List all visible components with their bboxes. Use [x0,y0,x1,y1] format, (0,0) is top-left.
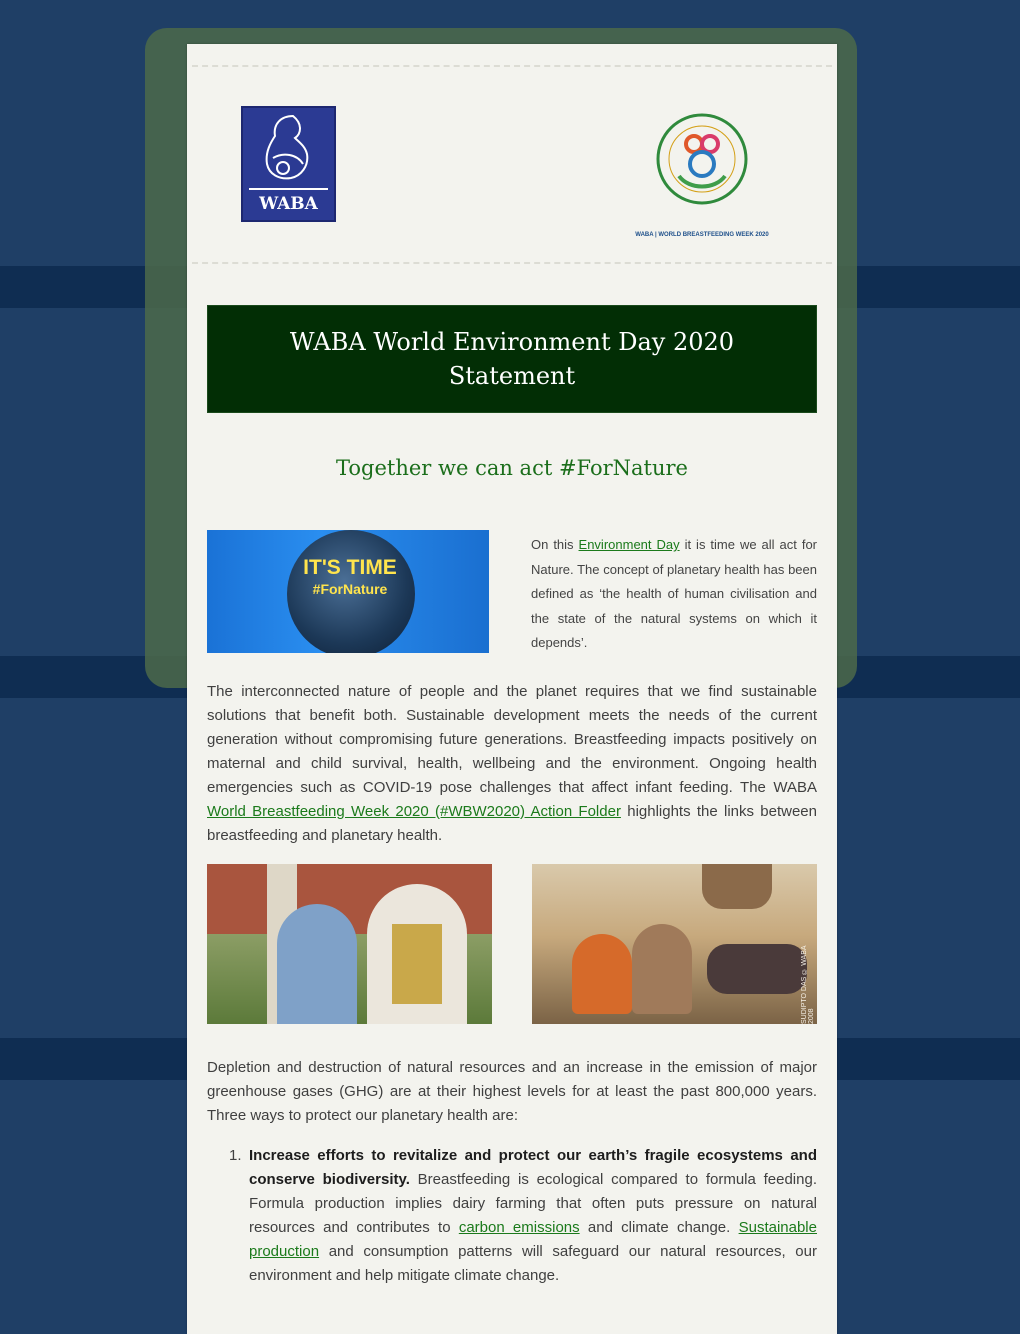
mother-child-icon [243,108,334,188]
action-folder-link[interactable]: World Breastfeeding Week 2020 (#WBW2020) Action Folder [207,803,621,820]
list-text: and climate change. [579,1219,739,1236]
paragraph-1 [207,680,817,848]
image-text-line2: #ForNature [312,581,388,597]
photo-shirt [392,924,442,1004]
photo-blanket [707,944,807,994]
its-time-fornature-image [207,530,489,653]
environment-day-link[interactable]: Environment Day [578,537,680,552]
subtitle: Together we can act #ForNature [336,456,688,480]
photo-mother [572,934,632,1014]
waba-logo[interactable] [241,106,336,222]
page-title: WABA World Environment Day 2020 Statement [289,328,735,390]
paragraph-2: Depletion and destruction of natural resources and an increase in the emission of major greenhouse gases (GHG) are at their highest levels for at least the past 800,000 years. Three ways to protect our planetary health are: [207,1059,817,1124]
carbon-emissions-link[interactable]: carbon emissions [458,1219,580,1236]
image-text-line1: IT'S TIME [303,556,397,579]
intro-text: On this [531,537,579,552]
photo-mother [277,904,357,1024]
photo-camel [702,864,772,909]
title-banner [207,305,817,413]
wbw-logo-caption: WABA | WORLD BREASTFEEDING WEEK 2020 [635,232,769,238]
newsletter-page [187,44,837,1334]
intro-text: it is time we all act for Nature. The concept of planetary health has been defined as ‘the health of human civilisation and the state of the natural systems on which it depends’. [531,537,818,650]
paragraph-text: highlights the links between breastfeeding and planetary health. [207,803,817,844]
desert-family-photo [532,864,817,1024]
wbw-emblem-icon [617,104,787,224]
list-item [229,1144,817,1288]
ways-list [229,1144,817,1288]
breastfeeding-photo [207,864,492,1024]
wbw-logo[interactable] [617,104,787,238]
list-text: and consumption patterns will safeguard our natural resources, our environment and help mitigate climate change. [249,1243,817,1284]
photo-man [632,924,692,1014]
divider [192,262,832,264]
waba-logo-text: WABA [259,194,318,214]
paragraph-text: The interconnected nature of people and the planet requires that we find sustainable solutions that benefit both. Sustainable development meets the needs of the current generation without compromising future generations. Breastfeeding impacts positively on maternal and child survival, health, wellbeing and the environment. Ongoing health emergencies such as COVID-19 pose challenges that affect infant feeding. The WABA [207,683,817,796]
logo-divider [249,188,328,190]
list-number: 1. [229,1147,242,1164]
divider [192,65,832,67]
intro-paragraph [531,533,817,656]
list-text: Breastfeeding is ecological compared to formula feeding. Formula production implies dairy farming that often puts pressure on natural resources and contributes to [249,1171,817,1236]
photo-credit: SUDIPTO DAS © WABA 2008 [801,945,815,1024]
sustainable-production-link[interactable]: Sustainable production [249,1219,817,1260]
list-item-heading: Increase efforts to revitalize and protect our earth’s fragile ecosystems and conserve biodiversity. [249,1147,817,1188]
